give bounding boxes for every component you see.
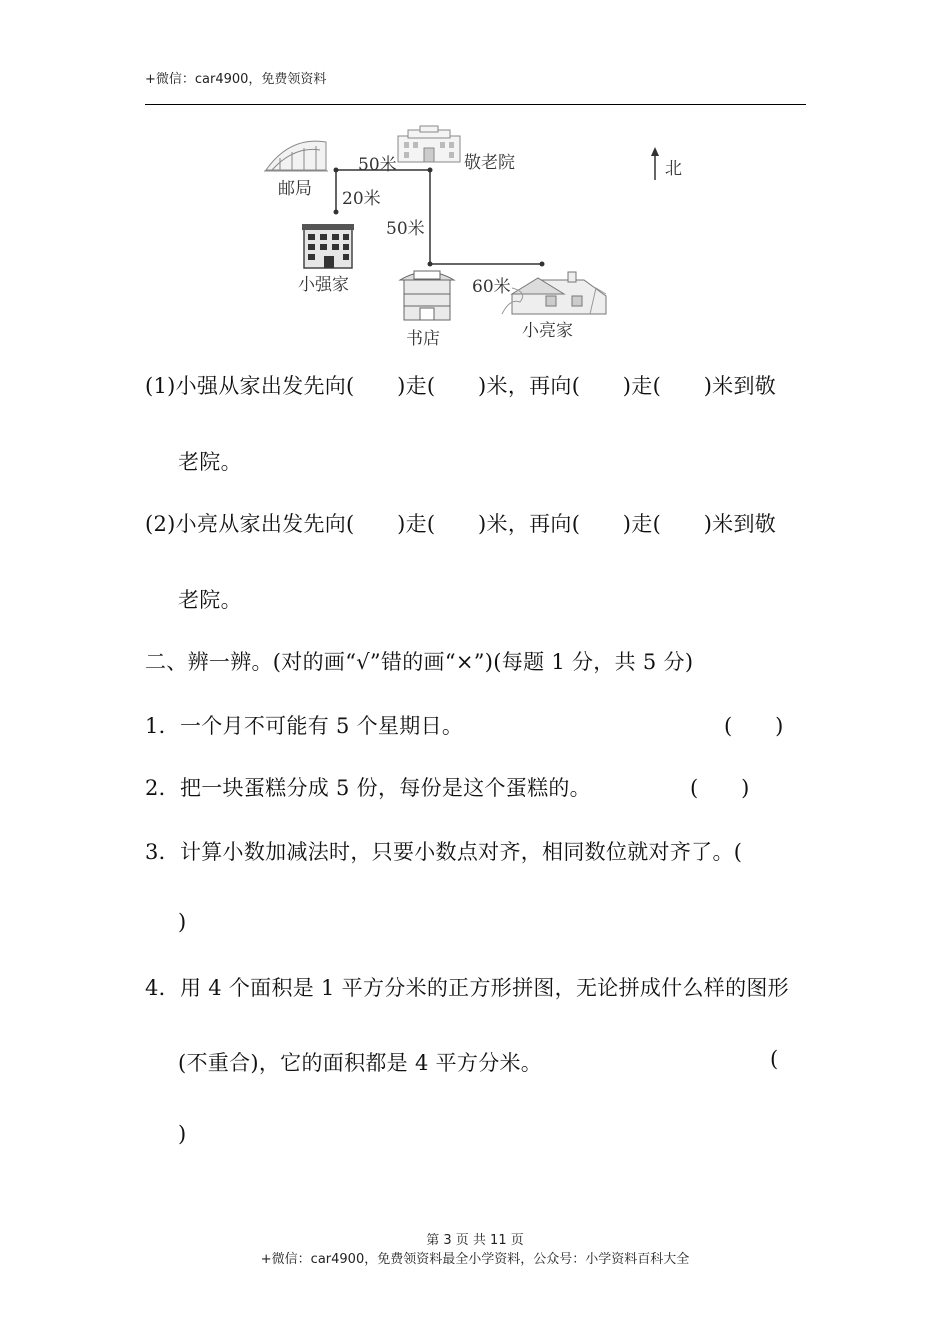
judge-item-1: 1．一个月不可能有 5 个星期日。 [145,714,464,738]
question-1-line-1: (1)小强从家出发先向( )走( )米，再向( )走( )米到敬 [145,374,777,398]
label-nursing-home: 敬老院 [464,153,515,173]
bookstore-icon [400,271,454,320]
label-post-office: 邮局 [278,179,312,199]
section-2-title: 二、辨一辨。(对的画“√”错的画“×”)(每题 1 分，共 5 分) [145,650,694,674]
judge-item-3-paren-close: ) [178,910,187,934]
label-distance-50-mid: 50米 [386,219,425,239]
judge-item-4-line-2: (不重合)，它的面积都是 4 平方分米。 [178,1051,543,1075]
label-north: 北 [665,159,682,179]
label-distance-50-top: 50米 [358,155,397,175]
label-distance-20: 20米 [342,189,381,209]
question-2-line-1: (2)小亮从家出发先向( )走( )米，再向( )走( )米到敬 [145,512,777,536]
post-office-icon [264,141,328,171]
north-arrow-icon [651,147,659,180]
route-map [250,118,700,350]
judge-item-4-paren-open[interactable]: ( [770,1047,779,1071]
judge-item-2-answer-paren[interactable]: ( ) [690,776,750,800]
footer-note: +微信：car4900，免费领资料最全小学资料，公众号：小学资料百科大全 [260,1252,690,1267]
nursing-home-icon [398,126,460,162]
footer-page-number: 第 3 页 共 11 页 [426,1233,524,1248]
header-divider [145,104,806,105]
label-xiaoqiang-home: 小强家 [298,275,349,295]
judge-item-1-answer-paren[interactable]: ( ) [724,714,784,738]
judge-item-3: 3．计算小数加减法时，只要小数点对齐，相同数位就对齐了。( [145,840,743,864]
label-bookstore: 书店 [406,329,440,349]
label-xiaoliang-home: 小亮家 [522,321,573,341]
xiaoliang-home-icon [502,272,606,314]
question-1-line-2: 老院。 [178,450,242,474]
question-2-line-2: 老院。 [178,588,242,612]
judge-item-4-line-1: 4．用 4 个面积是 1 平方分米的正方形拼图，无论拼成什么样的图形 [145,976,789,1000]
xiaoqiang-home-icon [302,224,354,268]
label-distance-60: 60米 [472,277,511,297]
judge-item-2: 2．把一块蛋糕分成 5 份，每份是这个蛋糕的。 [145,776,591,800]
header-note: +微信：car4900，免费领资料 [145,72,327,87]
judge-item-4-paren-close: ) [178,1122,187,1146]
